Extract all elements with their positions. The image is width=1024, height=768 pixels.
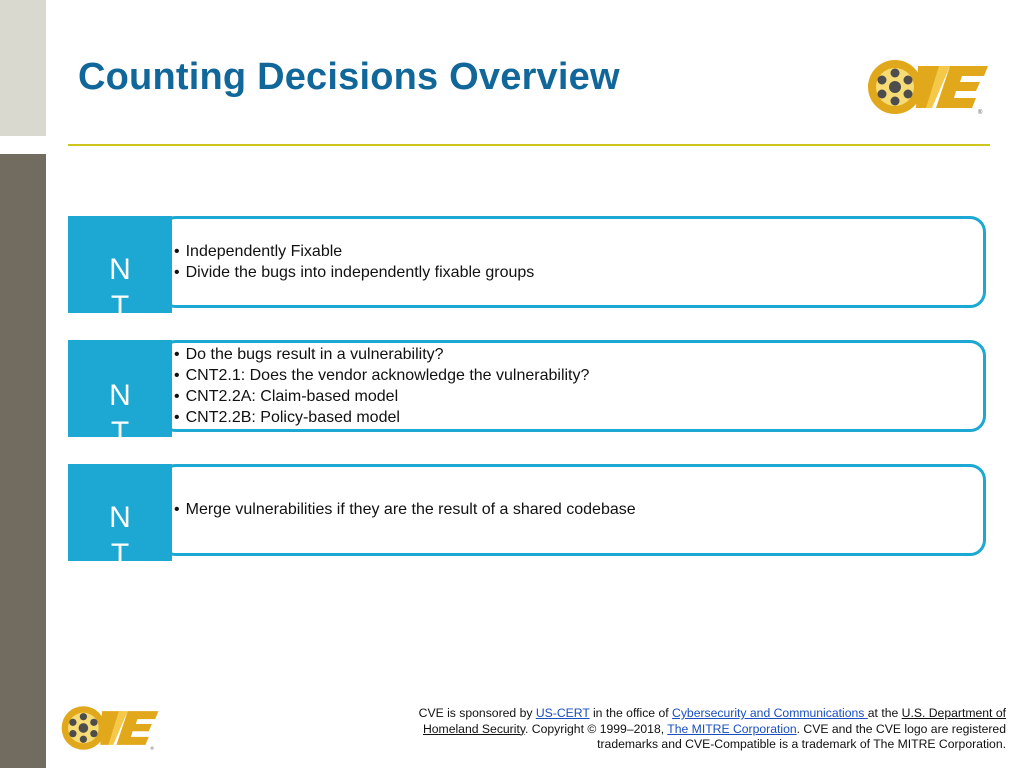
svg-text:®: ® xyxy=(978,110,983,116)
row-1-bullets xyxy=(174,241,534,283)
bullet-item: • CNT2.1: Does the vendor acknowledge the vulnerability? xyxy=(174,365,589,386)
footer-text: in the office of xyxy=(589,706,673,720)
cve-logo-bottom xyxy=(60,704,160,752)
footer-text: . Copyright © 1999–2018, xyxy=(525,721,668,736)
bullet-item: • CNT2.2A: Claim-based model xyxy=(174,386,589,407)
bullet-item: • Independently Fixable xyxy=(174,241,534,262)
row-3-bullets xyxy=(174,499,636,520)
title-divider xyxy=(68,144,990,146)
row-3-label-char: 3 xyxy=(111,575,129,608)
bullet-item: • Merge vulnerabilities if they are the result of a shared codebase xyxy=(174,499,636,520)
mitre-link[interactable]: The MITRE Corporation xyxy=(667,721,797,736)
logo-wordmark xyxy=(916,66,988,108)
row-2-bullets xyxy=(174,344,589,428)
footer-notice xyxy=(416,706,1006,753)
row-2-label-char: N xyxy=(109,379,131,412)
slide-title: Counting Decisions Overview xyxy=(78,56,620,98)
logo-wordmark xyxy=(100,711,158,745)
row-3-label-char: N xyxy=(109,501,131,534)
row-3-label-char: T xyxy=(110,538,130,571)
dhs-text: U.S. Department of Homeland Security xyxy=(422,706,1006,736)
footer-text: at the xyxy=(867,706,902,720)
footer-text: . CVE and the CVE logo are registered trademarks and CVE-Compatible is a trademark of The MITRE Corporation. xyxy=(597,721,1006,751)
footer-text: CVE is sponsored by xyxy=(418,706,536,720)
cve-logo-top xyxy=(866,58,990,116)
film-reel-icon xyxy=(62,706,106,750)
sidebar-bottom-strip xyxy=(0,154,46,768)
row-2-label xyxy=(68,340,172,449)
bullet-item: • Do the bugs result in a vulnerability? xyxy=(174,344,589,365)
row-1-label-char: T xyxy=(110,290,130,323)
film-reel-icon xyxy=(868,60,922,114)
svg-text:®: ® xyxy=(150,746,154,752)
row-3-label xyxy=(68,464,172,608)
cybersecurity-link[interactable]: Cybersecurity and Communications xyxy=(672,706,868,720)
sidebar-top-strip xyxy=(0,0,46,136)
row-1-label xyxy=(68,216,172,323)
row-1-label-char: N xyxy=(109,253,131,286)
us-cert-link[interactable]: US-CERT xyxy=(535,706,590,720)
row-2-label-char: T xyxy=(110,416,130,449)
bullet-item: • Divide the bugs into independently fixable groups xyxy=(174,262,534,283)
bullet-item: • CNT2.2B: Policy-based model xyxy=(174,407,589,428)
